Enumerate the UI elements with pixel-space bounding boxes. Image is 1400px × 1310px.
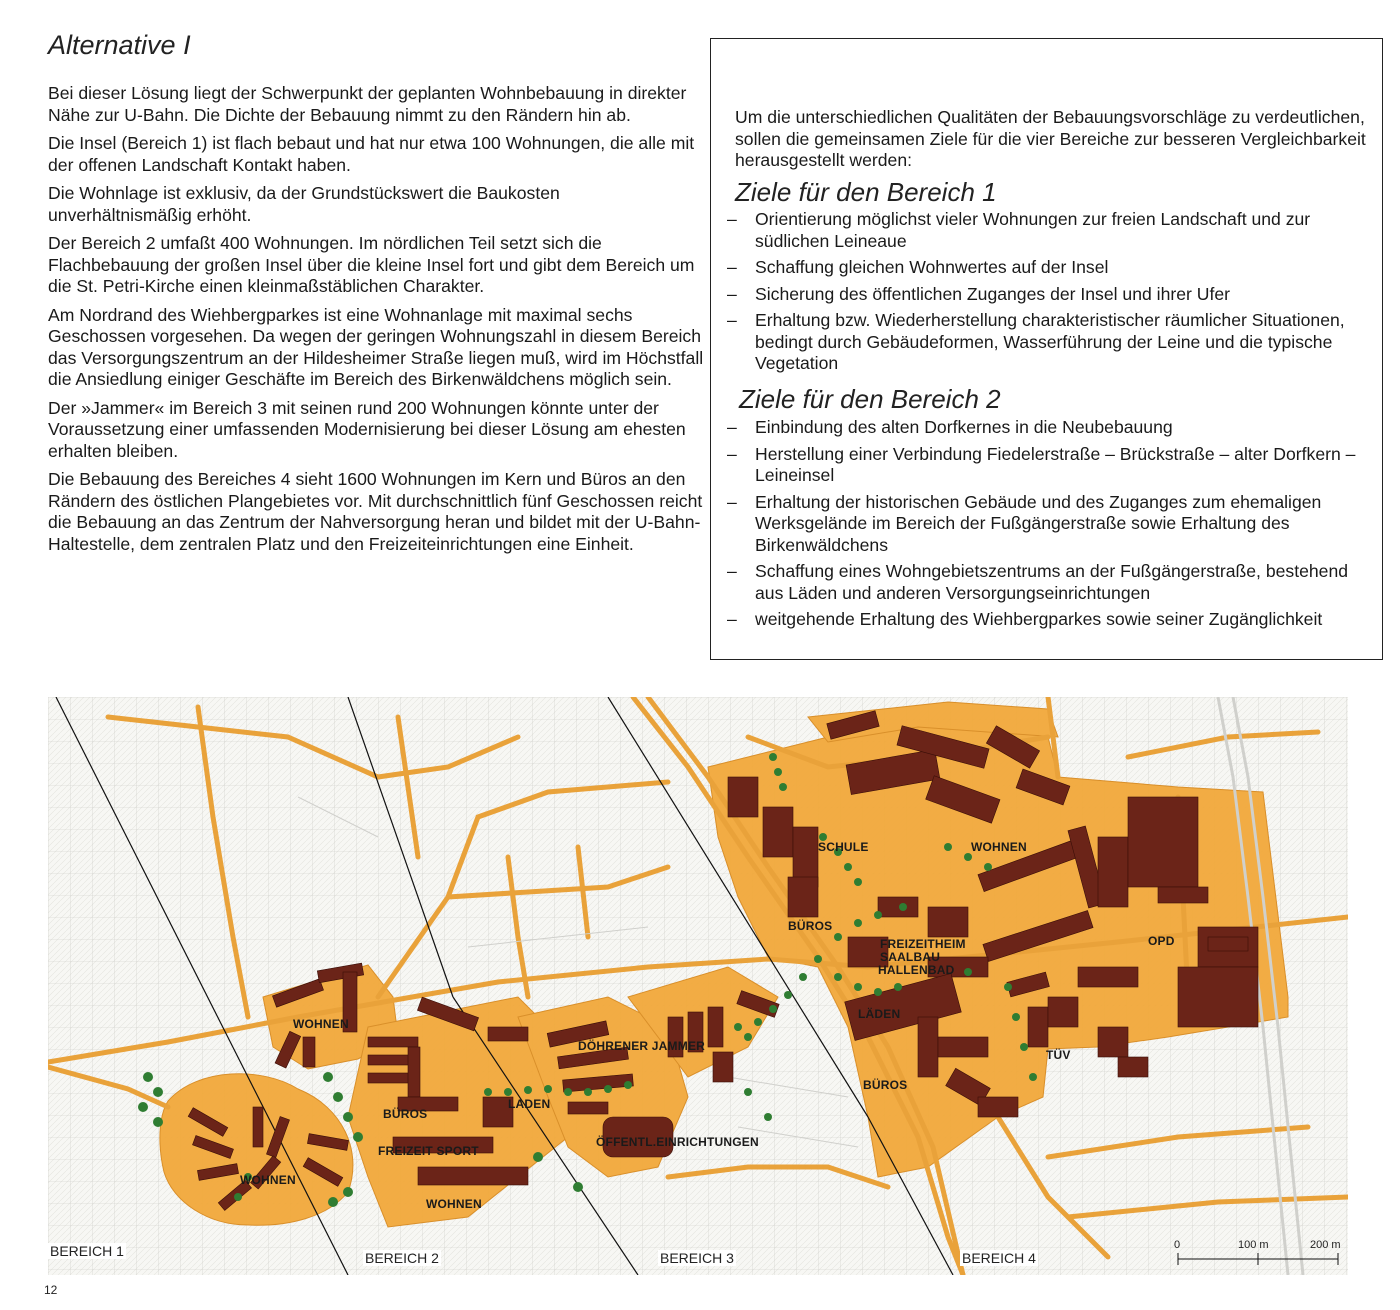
paragraph: Am Nordrand des Wiehbergparkes ist eine Wohnanlage mit maximal sechs Geschossen vorgesehen. Da wegen der geringen Wohnungszahl in diesem Bereich das Versorgungszentrum an der Hildesheimer Straße liegen muß, wird im Höchstfall die Ansiedlung einiger Geschäfte im Bereich des Birkenwäldchens möglich sein. <box>48 304 704 389</box>
paragraph: Der »Jammer« im Bereich 3 mit seinen rund 200 Wohnungen könnte unter der Voraussetzung einer umfassenden Modernisierung bei dieser Lösung am ehesten erhalten bleiben. <box>48 397 686 461</box>
list-item: – Schaffung eines Wohngebietszentrums an der Fußgängerstraße, bestehend aus Läden und anderen Versorgungseinrichtungen <box>727 561 1349 603</box>
label-saalbau: SAALBAU <box>880 950 941 964</box>
label-oeffentl-einrichtungen: ÖFFENTL.EINRICHTUNGEN <box>596 1135 759 1149</box>
goals-list-bereich-1 <box>727 209 1367 380</box>
label-doehrener-jammer: DÖHRENER JAMMER <box>578 1039 706 1053</box>
goals-list-bereich-2 <box>727 417 1367 636</box>
label-bereich-3: BEREICH 3 <box>660 1250 734 1266</box>
label-laden-west: LADEN <box>508 1097 551 1111</box>
paragraph: Die Insel (Bereich 1) ist flach bebaut und hat nur etwa 100 Wohnungen, die alle mit der offenen Landschaft Kontakt haben. <box>48 133 695 175</box>
goals-title-bereich-1: Ziele für den Bereich 1 <box>735 177 997 207</box>
paragraph: Die Bebauung des Bereiches 4 sieht 1600 Wohnungen im Kern und Büros an den Rändern des östlichen Plangebietes vor. Mit durchschnittlich fünf Geschossen reicht die Bebauung an das Zentrum der Nahversorgung heran und bildet mit der U-Bahn-Haltestelle, dem zentralen Platz und den Freizeiteinrichtungen eine Einheit. <box>48 469 703 554</box>
list-item: – Erhaltung bzw. Wiederherstellung charakteristischer räumlicher Situationen, bedingt durch Gebäudeformen, Wasserführung der Leine und die typische Vegetation <box>727 310 1345 373</box>
scale-label-0: 0 <box>1174 1239 1181 1251</box>
list-item: – Orientierung möglichst vieler Wohnungen zur freien Landschaft und zur südlichen Leineaue <box>727 209 1311 251</box>
list-item: – Einbindung des alten Dorfkernes in die Neubebauung <box>727 417 1173 437</box>
label-bueros-north: BÜROS <box>788 919 833 933</box>
scale-label-100: 100 m <box>1238 1239 1269 1251</box>
site-plan-drawing <box>48 697 1348 1275</box>
label-wohnen-island: WOHNEN <box>240 1173 296 1187</box>
label-bueros-west: BÜROS <box>383 1107 428 1121</box>
paragraph: Die Wohnlage ist exklusiv, da der Grundstückswert die Baukosten unverhältnismäßig erhöht. <box>48 183 560 225</box>
label-wohnen-north: WOHNEN <box>971 840 1027 854</box>
label-opd: OPD <box>1148 934 1175 948</box>
list-item: – Schaffung gleichen Wohnwertes auf der Insel <box>727 257 1109 277</box>
list-item: – Herstellung einer Verbindung Fiedelerstraße – Brückstraße – alter Dorfkern – Leineinsel <box>727 443 1356 485</box>
label-freizeit-sport: FREIZEIT SPORT <box>378 1144 479 1158</box>
list-item: – Erhaltung der historischen Gebäude und des Zuganges zum ehemaligen Werksgelände im Bereich der Fußgängerstraße sowie Erhaltung des Birkenwäldchens <box>727 491 1322 555</box>
page-number: 12 <box>44 1283 58 1297</box>
site-plan-map <box>48 697 1348 1275</box>
page-heading: Alternative I <box>48 30 191 60</box>
label-bereich-1: BEREICH 1 <box>50 1243 124 1259</box>
label-bereich-2: BEREICH 2 <box>365 1250 439 1266</box>
label-bueros-south: BÜROS <box>863 1078 908 1092</box>
label-laeden-east: LÄDEN <box>858 1007 901 1021</box>
label-freizeitheim: FREIZEITHEIM <box>880 937 966 951</box>
goals-title-bereich-2: Ziele für den Bereich 2 <box>739 384 1001 414</box>
label-tuev: TÜV <box>1046 1048 1071 1062</box>
label-bereich-4: BEREICH 4 <box>962 1250 1036 1266</box>
scale-label-200: 200 m <box>1310 1239 1341 1251</box>
label-wohnen-south: WOHNEN <box>426 1197 482 1211</box>
label-schule: SCHULE <box>818 840 869 854</box>
paragraph: Bei dieser Lösung liegt der Schwerpunkt der geplanten Wohnbebauung in direkter Nähe zur U-Bahn. Die Dichte der Bebauung nimmt zu den Rändern hin ab. <box>48 83 687 125</box>
list-item: – weitgehende Erhaltung des Wiehbergparkes sowie seiner Zugänglichkeit <box>727 609 1323 629</box>
left-column <box>48 30 708 562</box>
list-item: – Sicherung des öffentlichen Zuganges der Insel und ihrer Ufer <box>727 283 1230 304</box>
goals-box <box>710 38 1383 660</box>
paragraph: Der Bereich 2 umfaßt 400 Wohnungen. Im nördlichen Teil setzt sich die Flachbebauung der großen Insel über die kleine Insel fort und gibt dem Bereich um die St. Petri-Kirche einen kleinmaßstäblichen Charakter. <box>48 233 695 296</box>
label-hallenbad: HALLENBAD <box>878 963 955 977</box>
goals-intro: Um die unterschiedlichen Qualitäten der Bebauungsvorschläge zu verdeutlichen, sollen die gemeinsamen Ziele für die vier Bereiche zur besseren Vergleichbarkeit herausgestellt werden: <box>735 107 1366 170</box>
label-wohnen-west: WOHNEN <box>293 1017 349 1031</box>
